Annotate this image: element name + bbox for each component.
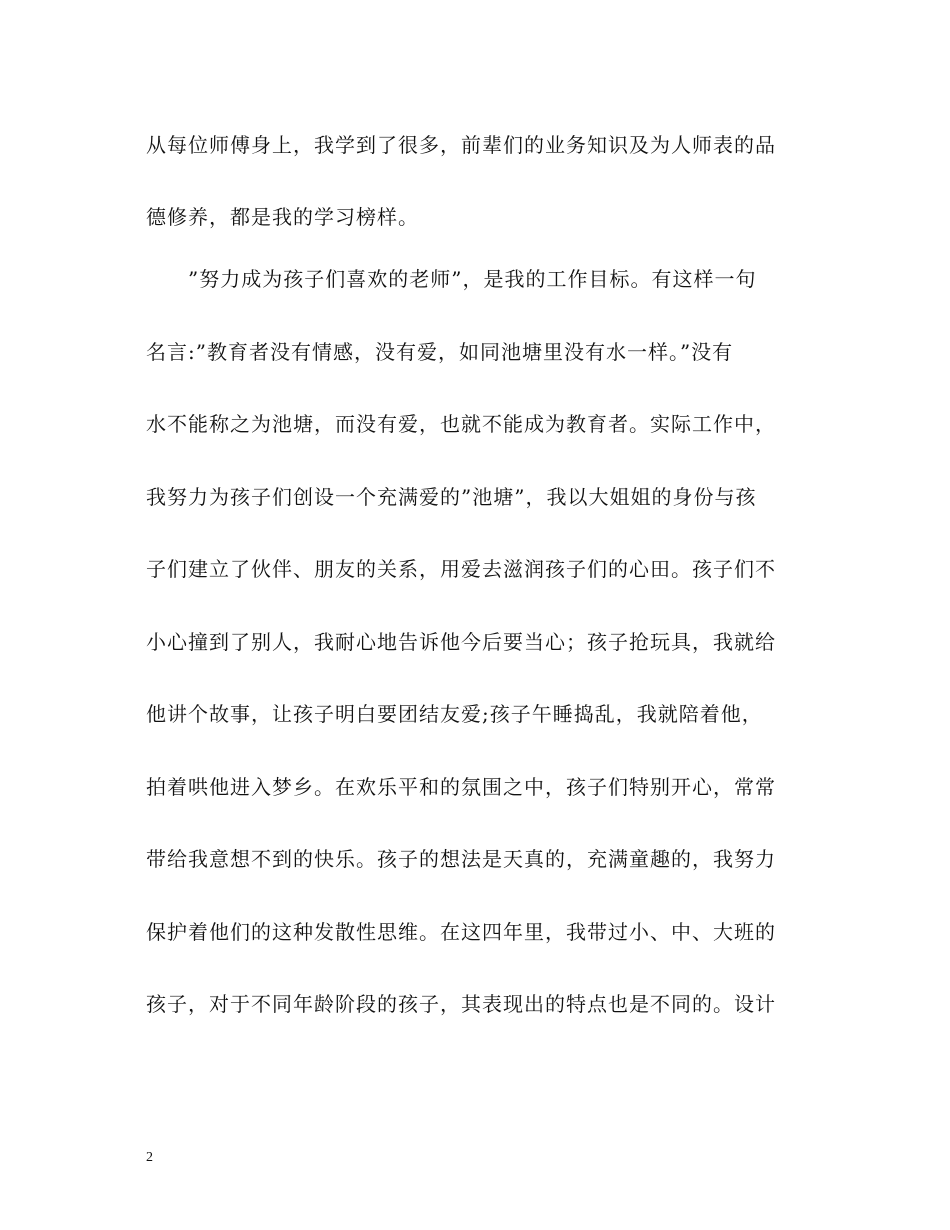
- paragraph-line-13: 孩子，对于不同年龄阶段的孩子，其表现出的特点也是不同的。设计: [146, 992, 776, 1016]
- paragraph-line-10: 拍着哄他进入梦乡。在欢乐平和的氛围之中，孩子们特别开心，常常: [146, 775, 776, 799]
- page-number: 2: [146, 1150, 153, 1165]
- paragraph-line-11: 带给我意想不到的快乐。孩子的想法是天真的，充满童趣的，我努力: [146, 847, 776, 871]
- paragraph-line-8: 小心撞到了别人，我耐心地告诉他今后要当心；孩子抢玩具，我就给: [146, 630, 776, 654]
- paragraph-line-1: 从每位师傅身上，我学到了很多，前辈们的业务知识及为人师表的品: [146, 133, 776, 157]
- paragraph-line-3: ”努力成为孩子们喜欢的老师”，是我的工作目标。有这样一句: [146, 267, 757, 291]
- paragraph-line-12: 保护着他们的这种发散性思维。在这四年里，我带过小、中、大班的: [146, 920, 776, 944]
- paragraph-line-7: 子们建立了伙伴、朋友的关系，用爱去滋润孩子们的心田。孩子们不: [146, 557, 776, 581]
- paragraph-line-6: 我努力为孩子们创设一个充满爱的”池塘”，我以大姐姐的身份与孩: [146, 485, 757, 509]
- paragraph-line-9: 他讲个故事，让孩子明白要团结友爱;孩子午睡捣乱，我就陪着他，: [146, 702, 763, 726]
- paragraph-line-4: 名言:”教育者没有情感，没有爱，如同池塘里没有水一样。”没有: [146, 340, 734, 364]
- paragraph-line-2: 德修养，都是我的学习榜样。: [146, 205, 419, 229]
- paragraph-line-5: 水不能称之为池塘，而没有爱，也就不能成为教育者。实际工作中，: [146, 412, 776, 436]
